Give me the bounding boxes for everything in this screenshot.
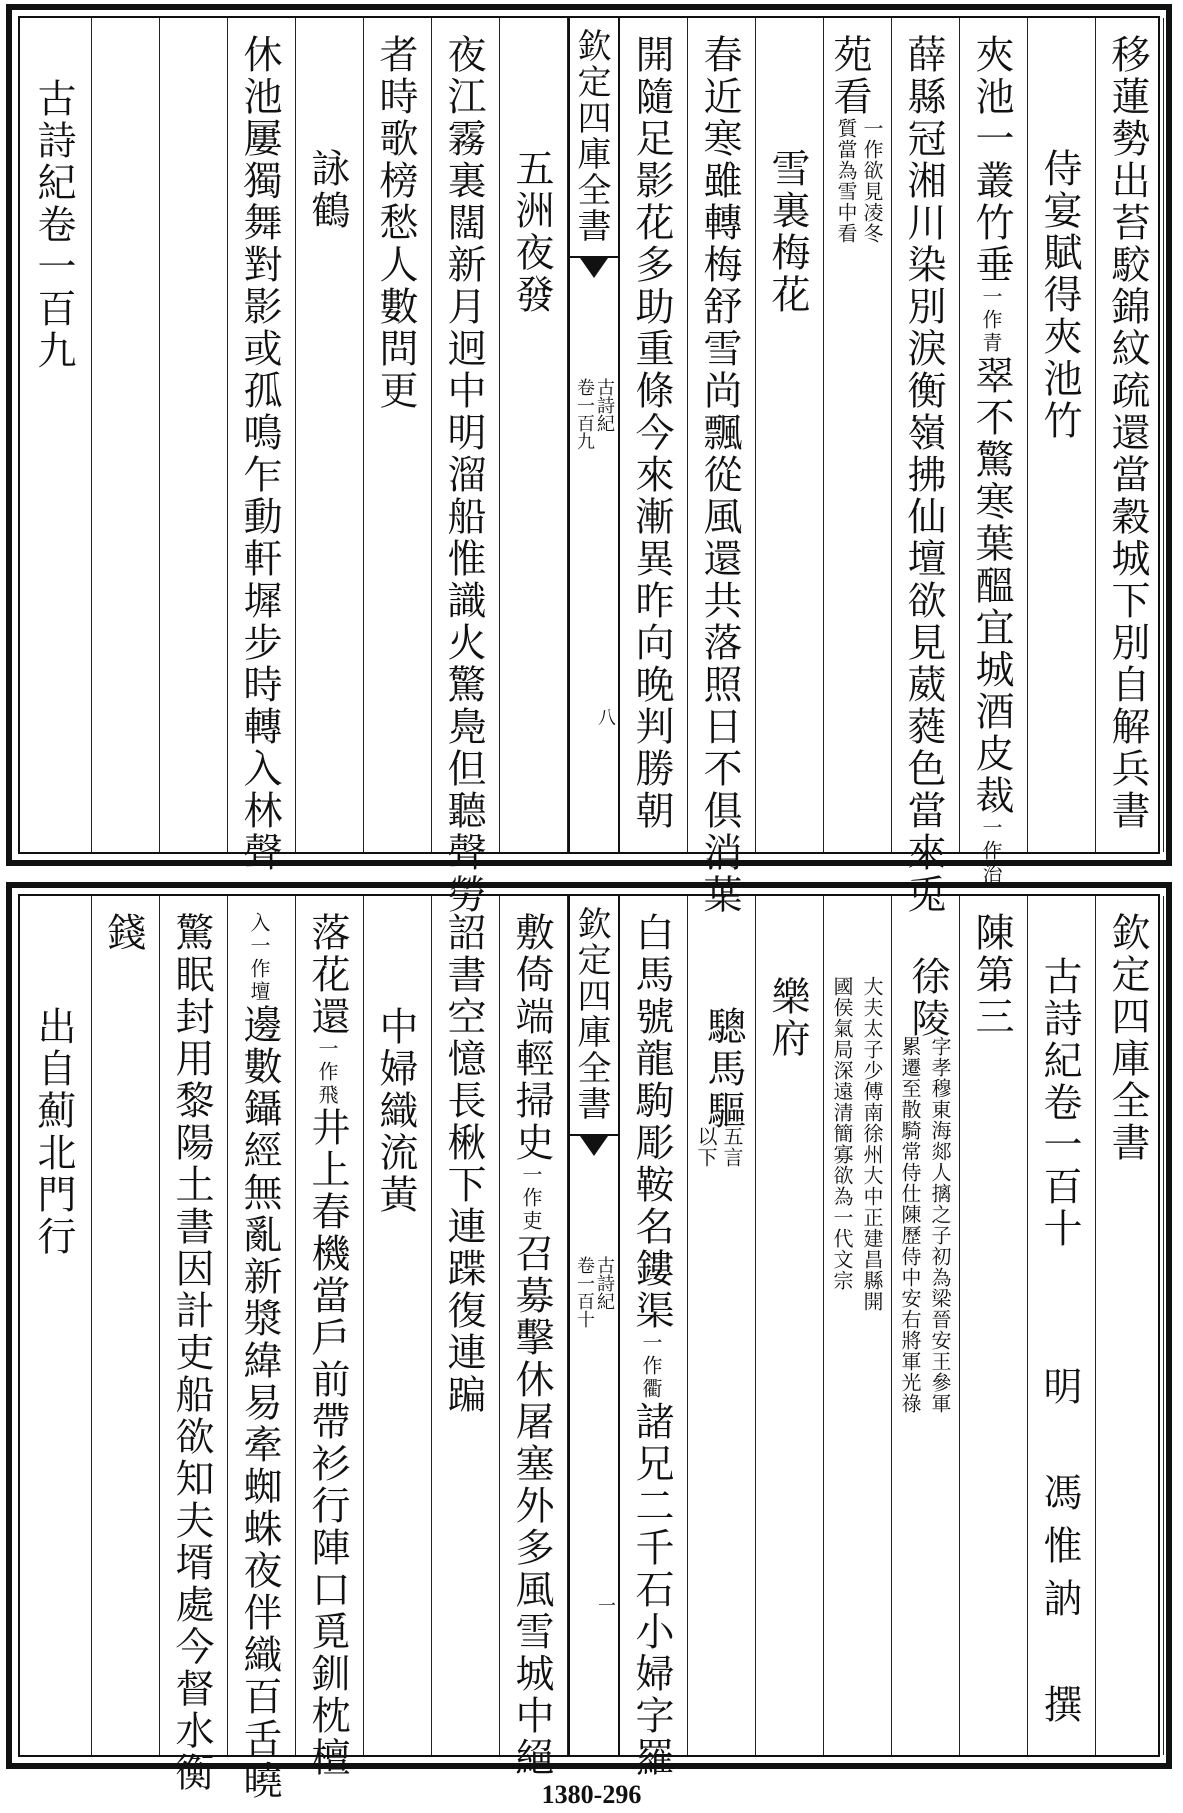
poem-line: 苑看	[827, 34, 872, 118]
poem-line-group	[629, 912, 674, 1779]
bottom-col-10	[432, 896, 500, 1755]
poem-line: 錢	[101, 912, 146, 954]
variant-note: 一作吏	[519, 1164, 543, 1233]
center-page-number: 一	[595, 1596, 616, 1614]
top-col-16	[20, 18, 92, 852]
poem-line: 詔書空憶長楸下連蹀復連蹁	[441, 912, 486, 1416]
top-center-column	[568, 18, 620, 852]
bottom-col-11	[364, 896, 432, 1755]
poet-bio-note: 累遷至散騎常侍仕陳歷侍中安右將軍光祿	[898, 1036, 922, 1414]
top-col-3	[960, 18, 1028, 886]
variant-note: 一作治	[979, 817, 1003, 886]
poem-line: 翠不驚寒葉醞宜城酒皮裁	[969, 355, 1014, 817]
bottom-col-4	[892, 896, 960, 1755]
bottom-col-14	[160, 896, 228, 1794]
variant-note: 一作壇	[247, 935, 271, 1004]
variant-note: 一作飛	[315, 1038, 339, 1107]
top-col-9	[500, 18, 568, 852]
poem-line: 驚眠封用黎陽土書因計吏船欲知夫壻處今督水衡	[169, 912, 214, 1794]
poem-line: 開隨足影花多助重條今來漸異昨向晚判勝朝	[629, 34, 674, 832]
bottom-col-6	[756, 896, 824, 1755]
center-page-number: 八	[595, 708, 616, 726]
poem-line: 移蓮勢出苔駮錦紋疏還當穀城下別自解兵書	[1105, 34, 1150, 832]
poem-line: 落花還	[305, 912, 350, 1038]
top-col-5	[824, 18, 892, 852]
poem-line: 春近寒雖轉梅舒雪尚飄從風還共落照日不俱消葉	[697, 34, 742, 916]
top-col-2	[1028, 18, 1096, 852]
bottom-col-12	[296, 896, 364, 1779]
poem-line-group	[305, 912, 350, 1779]
poem-title: 驄馬驅	[701, 1006, 746, 1132]
genre-title: 樂府	[765, 976, 810, 1060]
bottom-col-2	[1028, 896, 1096, 1755]
top-col-6	[756, 18, 824, 852]
center-volume: 卷一百九	[574, 378, 595, 450]
variant-note: 質當為雪中看	[834, 118, 858, 244]
poem-line: 諸兄二千石小婦字羅	[629, 1401, 674, 1779]
poet-bio-note: 字孝穆東海郯人摛之子初為梁晉安王參軍	[928, 1036, 952, 1414]
poem-line: 薛縣冠湘川染別淚衡嶺拂仙壇欲見葳蕤色當來兎	[901, 34, 946, 916]
catalog-number: 1380-296	[541, 1780, 642, 1809]
author-line: 明 馮惟訥 撰	[1037, 1366, 1082, 1737]
center-volume: 卷一百十	[574, 1256, 595, 1328]
variant-note: 一作青	[979, 286, 1003, 355]
center-book-title: 古詩紀	[594, 1256, 615, 1310]
top-col-13	[228, 18, 296, 874]
poem-line: 邊數鑷經無亂新漿緯易牽蜘蛛夜伴織百舌曉	[237, 1004, 282, 1802]
poem-line-group	[509, 912, 554, 1779]
poem-line: 夜江霧裏闊新月迥中明溜船惟識火驚鳧但聽聲勞	[441, 34, 486, 916]
poem-title: 五洲夜發	[509, 148, 554, 316]
variant-note: 一作衢	[639, 1332, 663, 1401]
center-title: 欽定四庫全書	[571, 906, 611, 1122]
poem-line: 休池屢獨舞對影或孤鳴乍動軒墀步時轉入林聲	[237, 34, 282, 874]
bottom-col-7	[688, 896, 756, 1755]
volume-title: 古詩紀卷一百十	[1037, 956, 1082, 1250]
bottom-col-15	[92, 896, 160, 1755]
poem-line-group	[969, 34, 1014, 886]
poem-line: 召募擊休屠塞外多風雪城中絕	[509, 1233, 554, 1779]
poem-line: 井上春機當戶前帶衫行陣口覓釧枕檀	[305, 1107, 350, 1779]
top-col-12	[296, 18, 364, 852]
section-title: 陳第三	[969, 912, 1014, 1038]
top-page-frame	[6, 4, 1172, 916]
center-book-title: 古詩紀	[594, 378, 615, 432]
bottom-col-1	[1096, 896, 1164, 1755]
poem-line: 夾池一叢竹垂	[969, 34, 1014, 286]
top-page-inner-border	[18, 16, 1160, 916]
top-col-8	[620, 18, 688, 852]
bottom-col-3	[960, 896, 1028, 1755]
poem-line: 者時歌榜愁人數問更	[373, 34, 418, 412]
poet-name: 徐陵	[905, 956, 950, 1040]
poet-bio-note: 國侯氣局深遠清簡寡欲為一代文宗	[830, 976, 854, 1291]
volume-end-title: 古詩紀卷一百九	[31, 78, 76, 372]
fishtail-mark	[570, 1134, 618, 1166]
poem-line-group	[237, 912, 282, 1802]
poem-title-note: 五言	[720, 1126, 744, 1168]
poet-bio-note: 大夫太子少傅南徐州大中正建昌縣開	[860, 976, 884, 1312]
poem-title: 雪裏梅花	[765, 148, 810, 316]
bottom-col-16	[20, 896, 92, 1755]
top-col-10	[432, 18, 500, 916]
top-col-1	[1096, 18, 1164, 852]
bottom-col-13	[228, 896, 296, 1802]
fishtail-mark	[570, 256, 618, 288]
top-col-4	[892, 18, 960, 916]
poem-line: 敷倚端輕掃史	[509, 912, 554, 1164]
bottom-col-8	[620, 896, 688, 1779]
poem-line: 白馬號龍駒彫鞍名鏤渠	[629, 912, 674, 1332]
bottom-col-5	[824, 896, 892, 1755]
bottom-col-9	[500, 896, 568, 1779]
top-col-14	[160, 18, 228, 852]
poem-line-group	[827, 34, 872, 118]
poem-title: 出自薊北門行	[31, 1006, 76, 1258]
variant-note: 一作欲見凌冬	[860, 118, 884, 244]
poem-title: 中婦織流黃	[373, 1006, 418, 1216]
bottom-center-column	[568, 896, 620, 1755]
top-col-7	[688, 18, 756, 916]
center-title: 欽定四庫全書	[571, 28, 611, 244]
poem-title-note: 以下	[694, 1126, 718, 1168]
top-col-15	[92, 18, 160, 852]
variant-note: 入	[247, 912, 271, 935]
top-col-11	[364, 18, 432, 852]
collection-title: 欽定四庫全書	[1105, 912, 1150, 1164]
poem-title: 侍宴賦得夾池竹	[1037, 148, 1082, 442]
poem-title: 詠鶴	[305, 148, 350, 232]
